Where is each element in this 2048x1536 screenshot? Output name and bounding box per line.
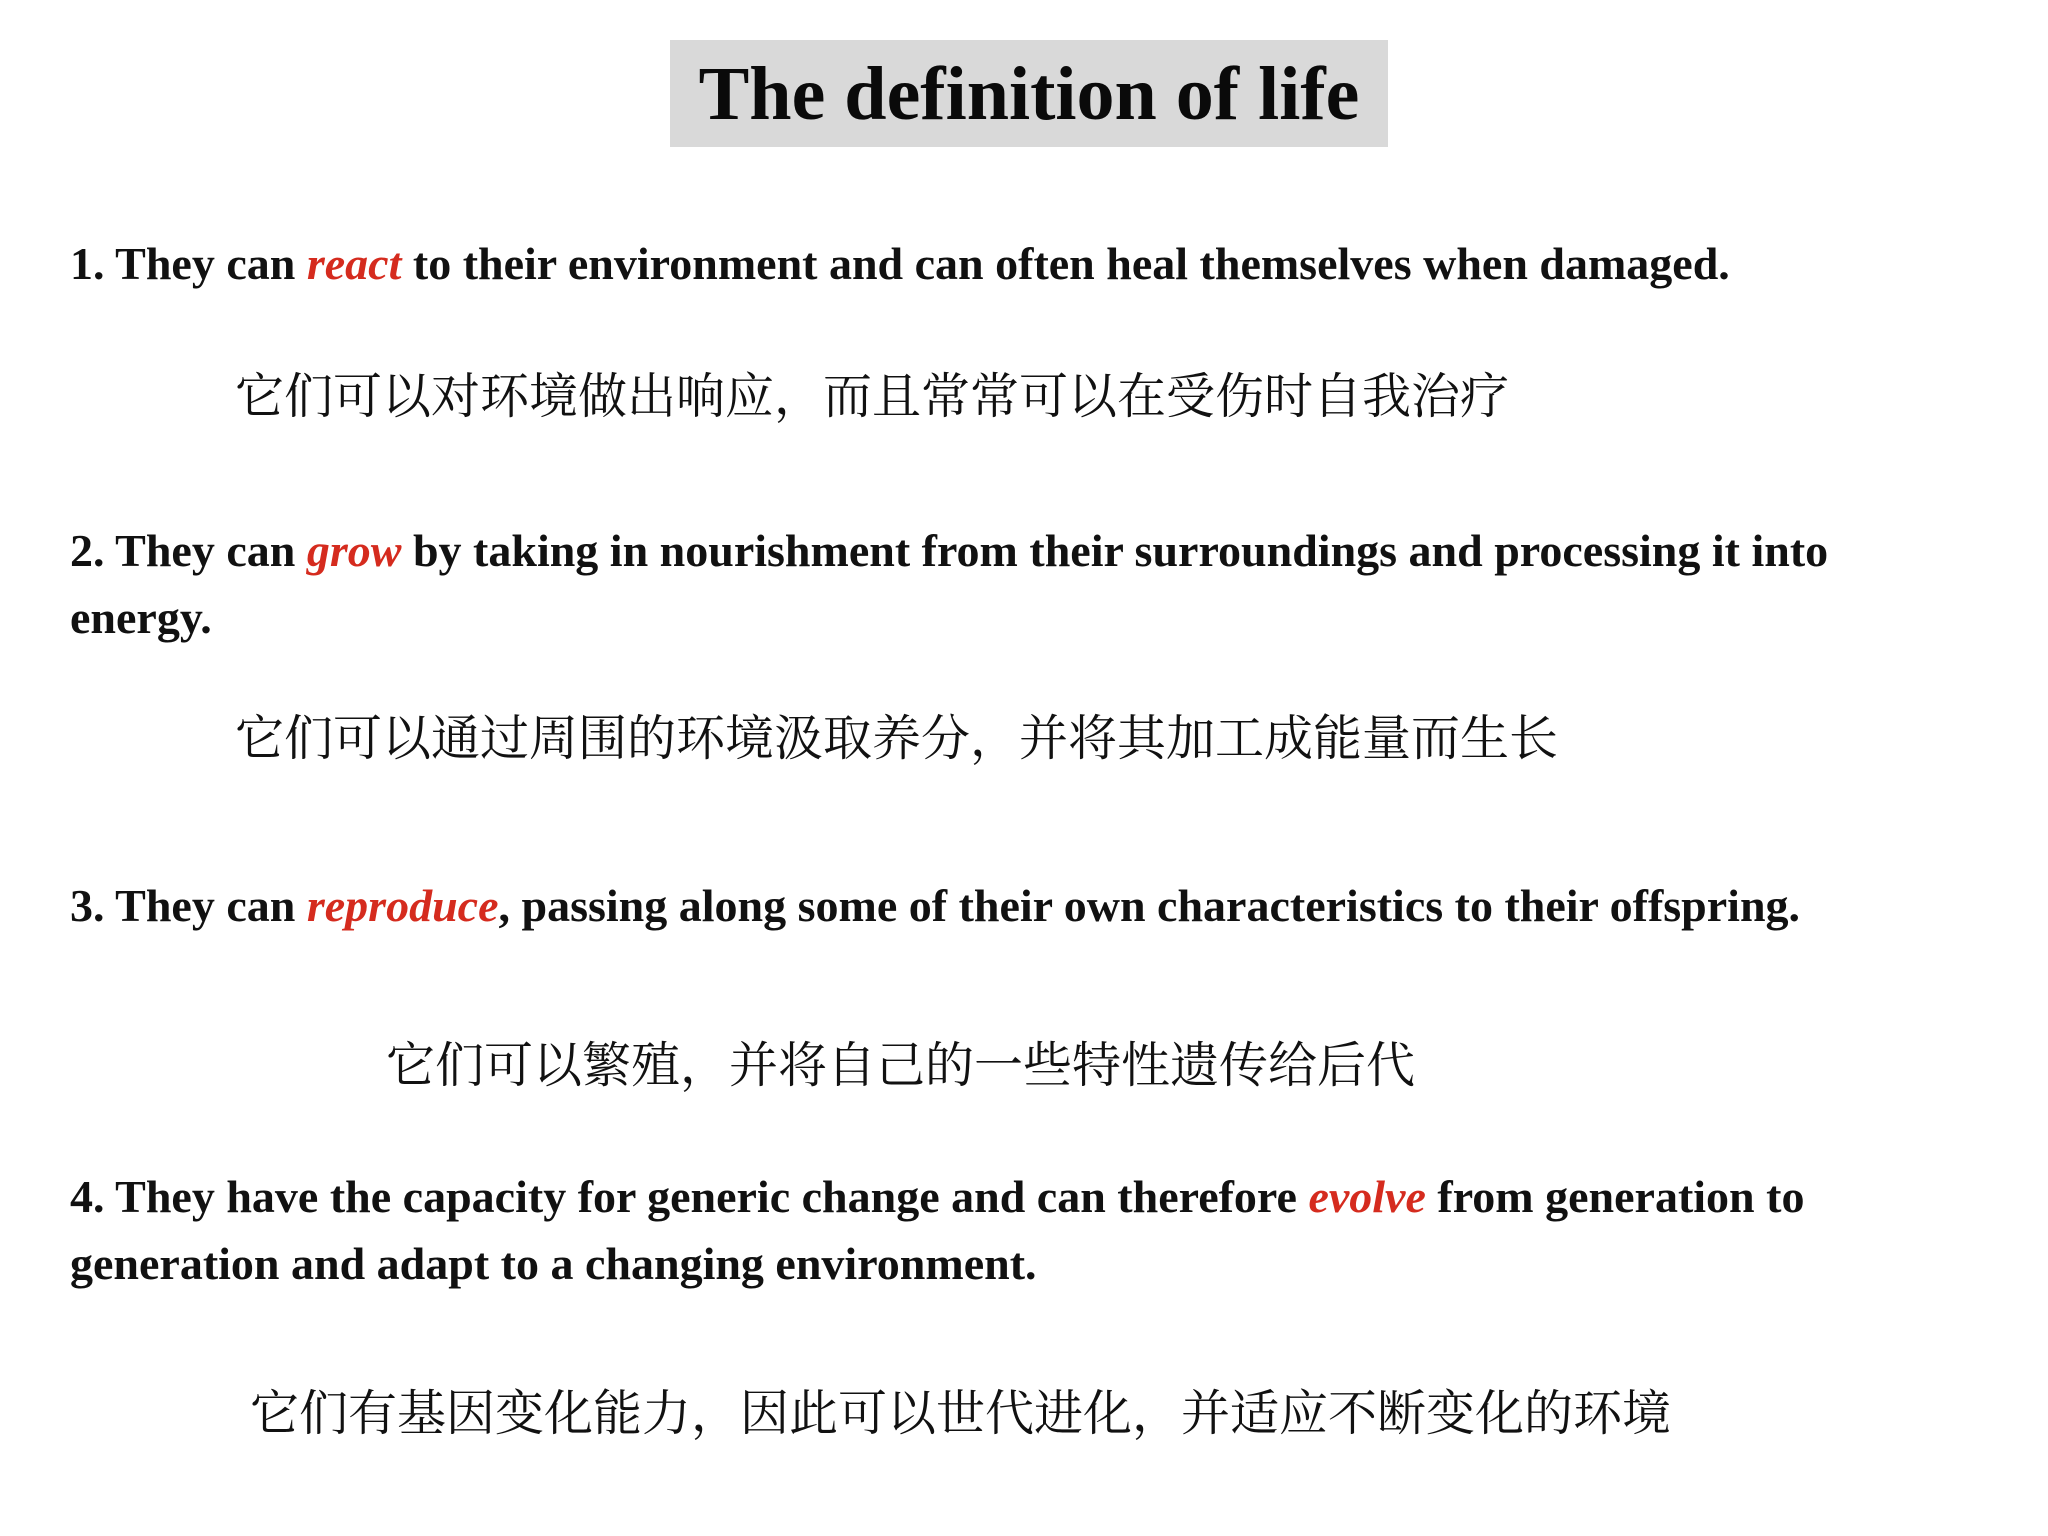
point-number: 3. [70,880,116,931]
point-number: 1. [70,238,116,289]
point-keyword: reproduce [306,880,499,931]
point-number: 2. [70,525,116,576]
chinese-translation-3: 它们可以繁殖，并将自己的一些特性遗传给后代 [386,1037,1416,1094]
point-text-after: by taking in nourishment from their surroundings and processing it into energy. [70,525,1829,643]
point-keyword: react [306,238,402,289]
point-text-before: They have the capacity for generic change and can therefore [115,1171,1309,1222]
point-text-before: They can [115,238,307,289]
definition-point-1 [70,230,1970,297]
point-text-after: from generation to generation and adapt to a changing environment. [70,1171,1805,1289]
definition-point-2 [70,517,1910,651]
slide-title: The definition of life [698,51,1360,136]
point-text-after: to their environment and can often heal themselves when damaged. [401,238,1730,289]
title-box [670,40,1388,147]
point-text-before: They can [115,880,307,931]
point-text-after: , passing along some of their own characteristics to their offspring. [498,880,1801,931]
definition-point-3 [70,872,1810,939]
point-keyword: grow [306,525,402,576]
definition-point-4 [70,1163,1810,1297]
point-text-before: They can [115,525,307,576]
chinese-translation-1: 它们可以对环境做出响应，而且常常可以在受伤时自我治疗 [235,368,1510,425]
point-keyword: evolve [1308,1171,1426,1222]
chinese-translation-2: 它们可以通过周围的环境汲取养分，并将其加工成能量而生长 [235,710,1559,767]
point-number: 4. [70,1171,116,1222]
chinese-translation-4: 它们有基因变化能力，因此可以世代进化，并适应不断变化的环境 [250,1385,1672,1442]
